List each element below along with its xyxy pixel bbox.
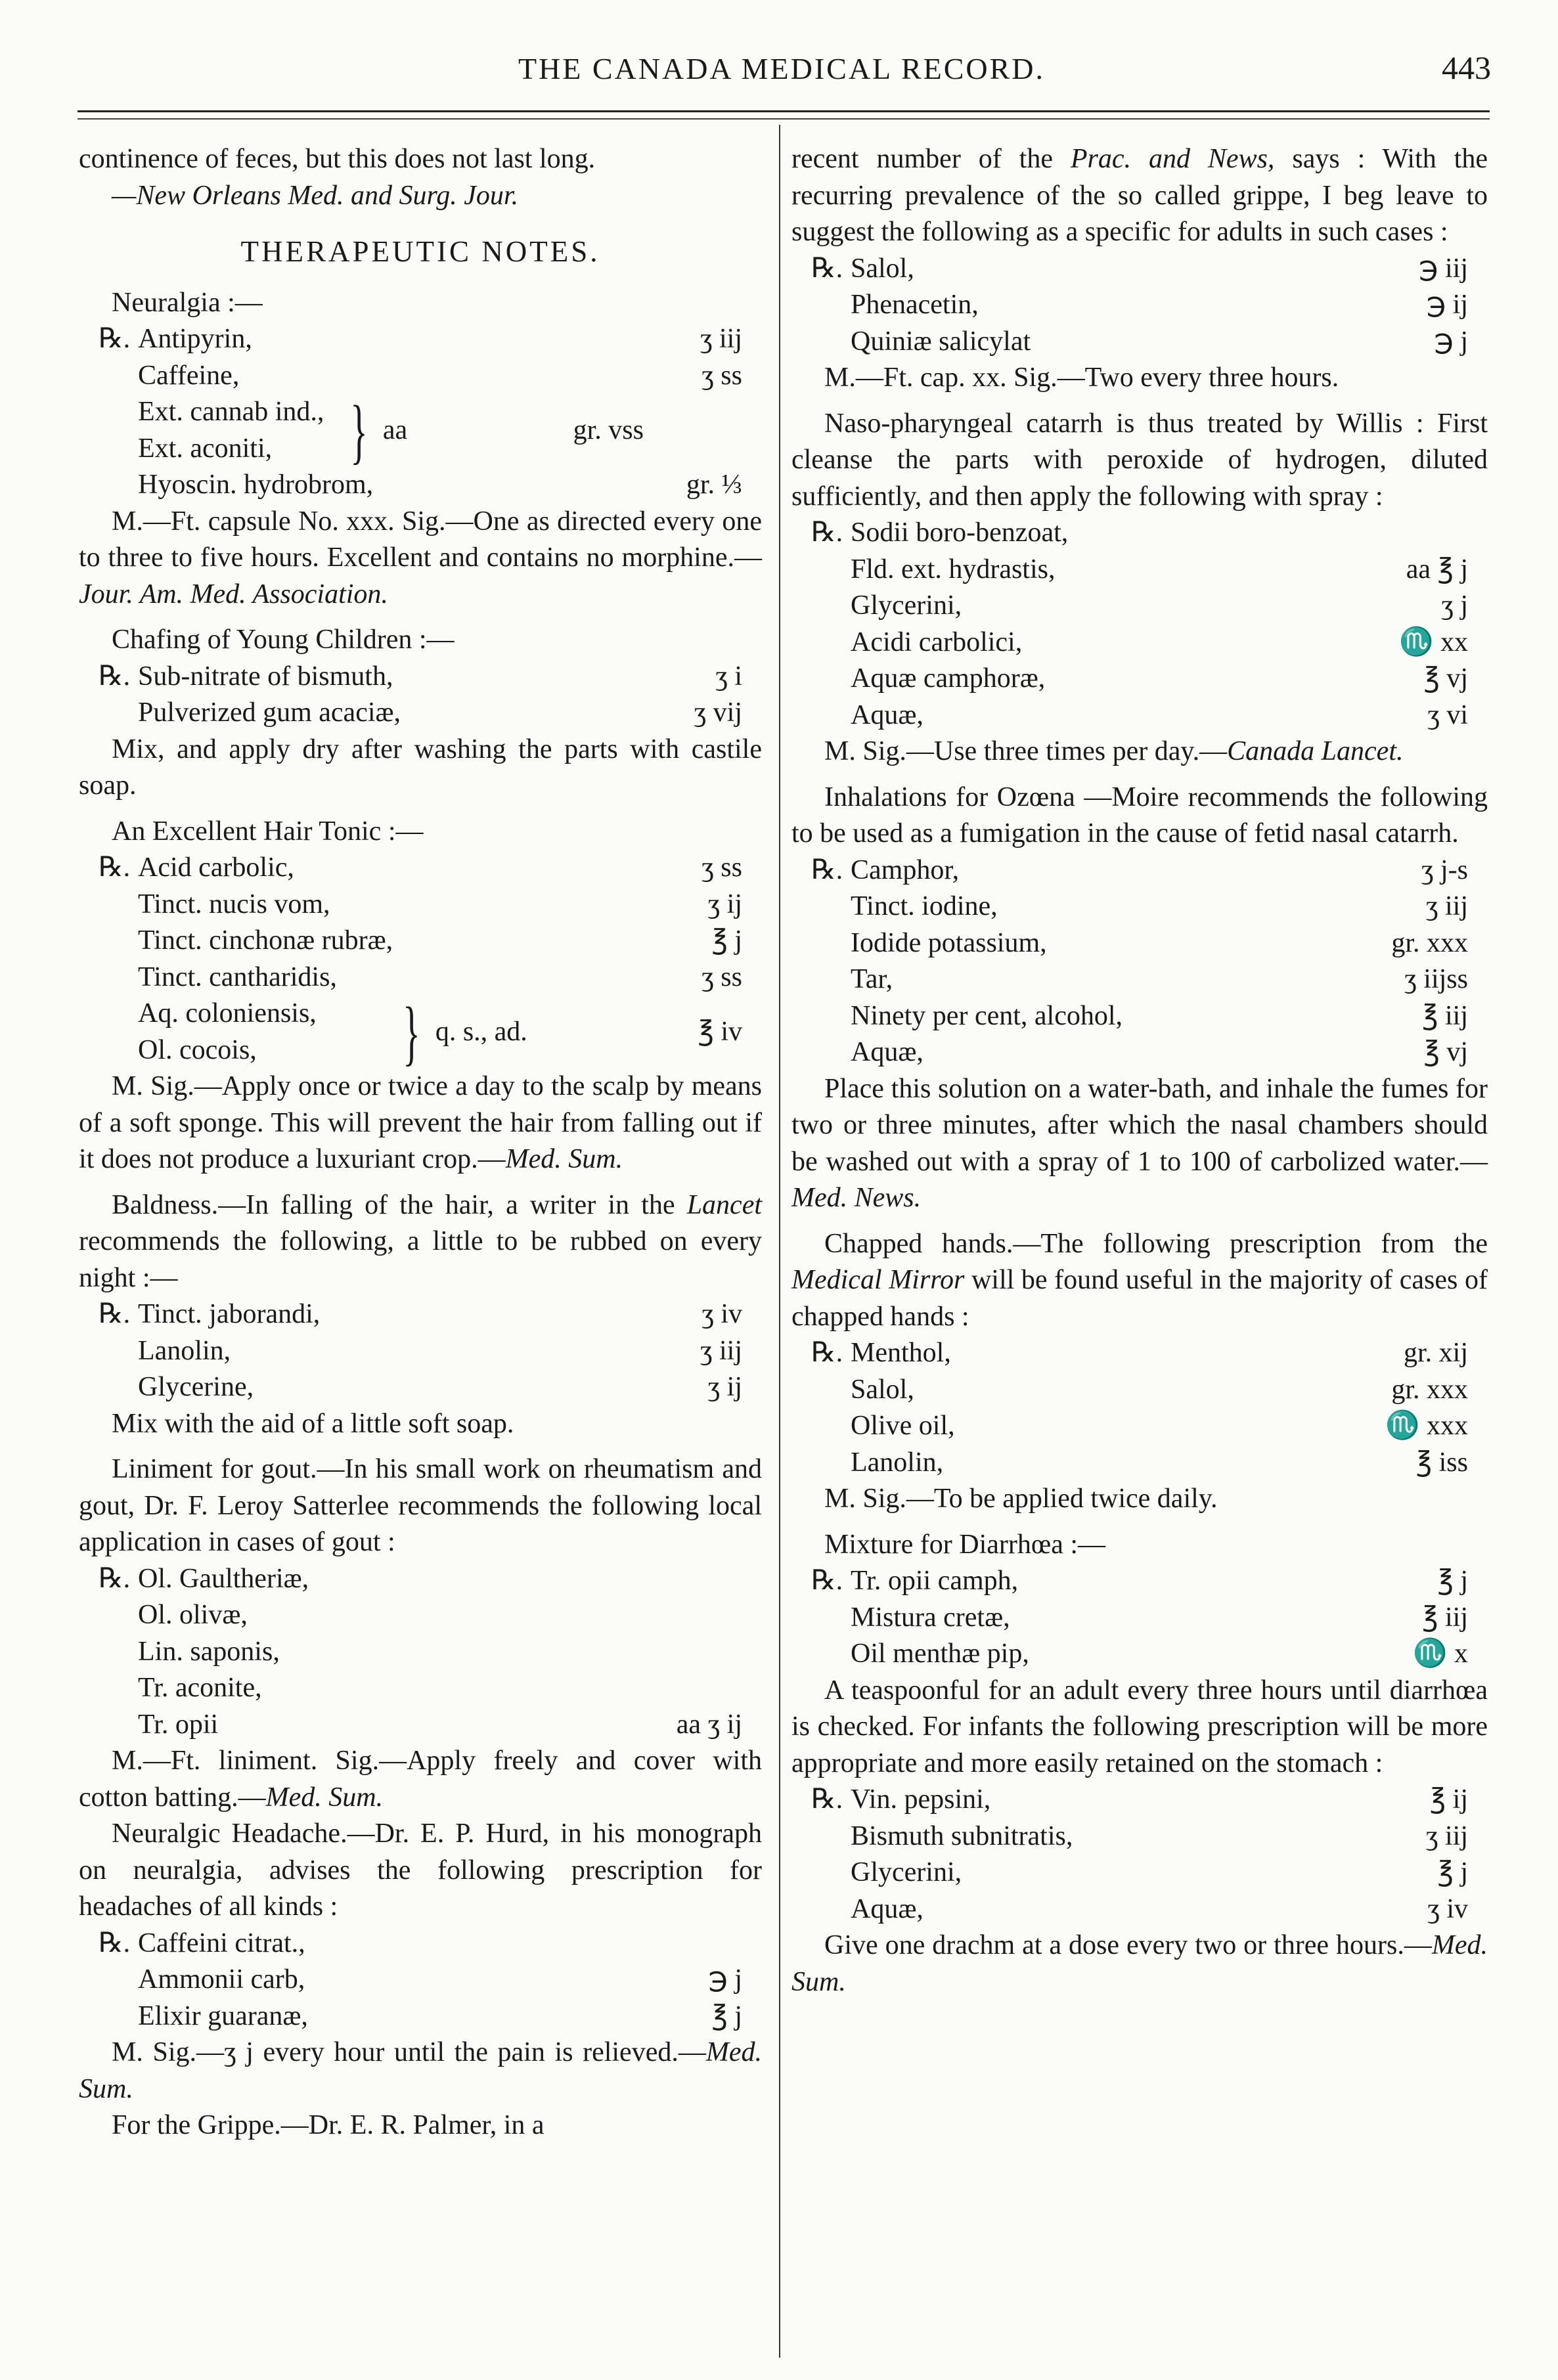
rx-line: Hyoscin. hydrobrom, gr. ⅓ <box>138 470 742 500</box>
rx-line: ℞. Salol, ℈ iij <box>811 253 1468 284</box>
rx-brace-group: Ext. cannab ind., Ext. aconiti, } aa gr. vss <box>138 390 644 471</box>
rx-line: ℞. Menthol, gr. xij <box>811 1338 1468 1368</box>
column-divider <box>779 125 780 2358</box>
rx-line: Aquæ, ʒ vi <box>851 699 1468 730</box>
rx-line: Glycerini, ʒ j <box>851 590 1468 621</box>
rx-line: Aquæ, ʒ iv <box>851 1893 1468 1924</box>
source-citation: —New Orleans Med. and Surg. Jour. <box>112 180 519 211</box>
rx-directions: M. Sig.—ʒ j every hour until the pain is relieved.—Med. Sum. <box>79 2037 762 2104</box>
rx-line: Olive oil, ♏ xxx <box>851 1411 1468 1441</box>
rx-line: Lanolin, ℥ iss <box>851 1447 1468 1478</box>
running-title: THE CANADA MEDICAL RECORD. <box>518 52 1046 85</box>
rx-line: ℞. Acid carbolic, ʒ ss <box>99 852 742 883</box>
rx-line: Tinct. cantharidis, ʒ ss <box>138 961 742 992</box>
recipe-title: An Excellent Hair Tonic :— <box>112 816 424 847</box>
rx-directions: M.—Ft. liniment. Sig.—Apply freely and cover with cotton batting.—Med. Sum. <box>79 1746 762 1813</box>
recipe-title: Neuralgia :— <box>112 287 263 318</box>
rx-line: ℞. Sodii boro-benzoat, <box>811 518 1069 548</box>
rx-line: ℞. Camphor, ʒ j-s <box>811 854 1468 885</box>
recipe-title: Mixture for Diarrhœa :— <box>824 1529 1106 1560</box>
header-rule <box>78 110 1490 112</box>
header-rule-thin <box>78 118 1490 120</box>
rx-line: ℞. Tr. opii camph, ℥ j <box>811 1566 1468 1596</box>
rx-line: Phenacetin, ℈ ij <box>851 290 1468 320</box>
recipe-intro: Inhalations for Ozœna —Moire recommends the following to be used as a fumigation in the cause of fetid nasal catarrh. <box>791 782 1488 848</box>
rx-line: Tar, ʒ iijss <box>851 964 1468 994</box>
rx-brace-group: Aq. coloniensis, Ol. cocois, } q. s., ad. ℥ iv <box>138 992 742 1072</box>
rx-line: ℞. Tinct. jaborandi, ʒ iv <box>99 1299 742 1329</box>
rx-line: Fld. ext. hydrastis, aa ℥ j <box>851 554 1468 584</box>
rx-line: ℞. Antipyrin, ʒ iij <box>99 324 742 354</box>
rx-line: Tr. opii aa ʒ ij <box>138 1709 742 1740</box>
recipe-intro: A teaspoonful for an adult every three hours until diarrhœa is checked. For infants the following prescription will be more appropriate and more easily retained on the stomach : <box>791 1675 1488 1778</box>
recipe-intro: Neuralgic Headache.—Dr. E. P. Hurd, in his monograph on neuralgia, advises the following prescription for headaches of all kinds : <box>79 1818 762 1922</box>
rx-directions: M. Sig.—To be applied twice daily. <box>824 1484 1218 1514</box>
rx-directions: M. Sig.—Use three times per day.—Canada Lancet. <box>824 736 1404 766</box>
rx-directions: Place this solution on a water-bath, and inhale the fumes for two or three minutes, after which the nasal chambers should be washed out with a spray of 1 to 100 of carbolized water.—Med. News. <box>791 1073 1488 1213</box>
rx-line: Caffeine, ʒ ss <box>138 360 742 391</box>
rx-line: Salol, gr. xxx <box>851 1374 1468 1405</box>
continued-paragraph: recent number of the Prac. and News, says : With the recurring prevalence of the so called grippe, I beg leave to suggest the following as a specific for adults in such cases : <box>791 144 1488 247</box>
rx-line: Lanolin, ʒ iij <box>138 1335 742 1366</box>
rx-line: Elixir guaranæ, ℥ j <box>138 2000 742 2031</box>
rx-line: Bismuth subnitratis, ʒ iij <box>851 1820 1468 1851</box>
rx-line: Acidi carbolici, ♏ xx <box>851 627 1468 657</box>
page-number: 443 <box>1442 49 1491 86</box>
rx-line: Oil menthæ pip, ♏ x <box>851 1639 1468 1669</box>
recipe-intro: Liniment for gout.—In his small work on rheumatism and gout, Dr. F. Leroy Satterlee recommends the following local application in cases of gout : <box>79 1454 762 1557</box>
rx-directions: M.—Ft. capsule No. xxx. Sig.—One as directed every one to three to five hours. Excellent and contains no morphine.—Jour. Am. Med. Association. <box>79 506 762 609</box>
left-column <box>79 141 762 2144</box>
rx-line: Glycerini, ℥ j <box>851 1857 1468 1887</box>
rx-line: Ol. olivæ, <box>138 1600 248 1630</box>
rx-directions: Mix with the aid of a little soft soap. <box>112 1408 514 1439</box>
rx-directions: M.—Ft. cap. xx. Sig.—Two every three hours. <box>824 363 1339 393</box>
rx-line: Pulverized gum acaciæ, ʒ vij <box>138 697 742 728</box>
rx-directions: Give one drachm at a dose every two or three hours.—Med. Sum. <box>791 1930 1488 1997</box>
page-header <box>72 32 1491 91</box>
rx-line: Tinct. nucis vom, ʒ ij <box>138 889 742 919</box>
rx-line: Ammonii carb, ℈ j <box>138 1964 742 1994</box>
rx-line: Iodide potassium, gr. xxx <box>851 927 1468 958</box>
paragraph-start: For the Grippe.—Dr. E. R. Palmer, in a <box>112 2110 545 2140</box>
rx-line: Tr. aconite, <box>138 1673 262 1703</box>
rx-line: Quiniæ salicylat ℈ j <box>851 326 1468 357</box>
recipe-intro: Naso-pharyngeal catarrh is thus treated by Willis : First cleanse the parts with peroxide of hydrogen, diluted sufficiently, and then apply the following with spray : <box>791 408 1488 512</box>
rx-line: Mistura cretæ, ℥ iij <box>851 1602 1468 1633</box>
recipe-intro: Chapped hands.—The following prescription from the Medical Mirror will be found useful in the majority of cases of chapped hands : <box>791 1228 1488 1332</box>
continued-paragraph: continence of feces, but this does not last long. <box>79 144 596 174</box>
rx-line: Tinct. cinchonæ rubræ, ℥ j <box>138 925 742 956</box>
section-heading: THERAPEUTIC NOTES. <box>240 235 600 268</box>
rx-directions: M. Sig.—Apply once or twice a day to the scalp by means of a soft sponge. This will prevent the hair from falling out if it does not produce a luxuriant crop.—Med. Sum. <box>79 1071 762 1174</box>
rx-line: Aquæ camphoræ, ℥ vj <box>851 663 1468 694</box>
recipe-title: Chafing of Young Children :— <box>112 625 455 655</box>
rx-line: Ninety per cent, alcohol, ℥ iij <box>851 1000 1468 1031</box>
rx-line: Aquæ, ℥ vj <box>851 1037 1468 1067</box>
rx-line: ℞. Sub-nitrate of bismuth, ʒ i <box>99 661 742 692</box>
rx-line: ℞. Ol. Gaultheriæ, <box>99 1563 309 1594</box>
rx-line: ℞. Caffeini citrat., <box>99 1928 305 1958</box>
rx-directions: Mix, and apply dry after washing the parts with castile soap. <box>79 734 762 801</box>
rx-line: Glycerine, ʒ ij <box>138 1372 742 1402</box>
rx-line: Tinct. iodine, ʒ iij <box>851 891 1468 921</box>
rx-line: Lin. saponis, <box>138 1636 280 1667</box>
recipe-intro: Baldness.—In falling of the hair, a writer in the Lancet recommends the following, a little to be rubbed on every night :— <box>79 1189 762 1293</box>
right-column <box>791 141 1488 2000</box>
rx-line: ℞. Vin. pepsini, ℥ ij <box>811 1784 1468 1815</box>
